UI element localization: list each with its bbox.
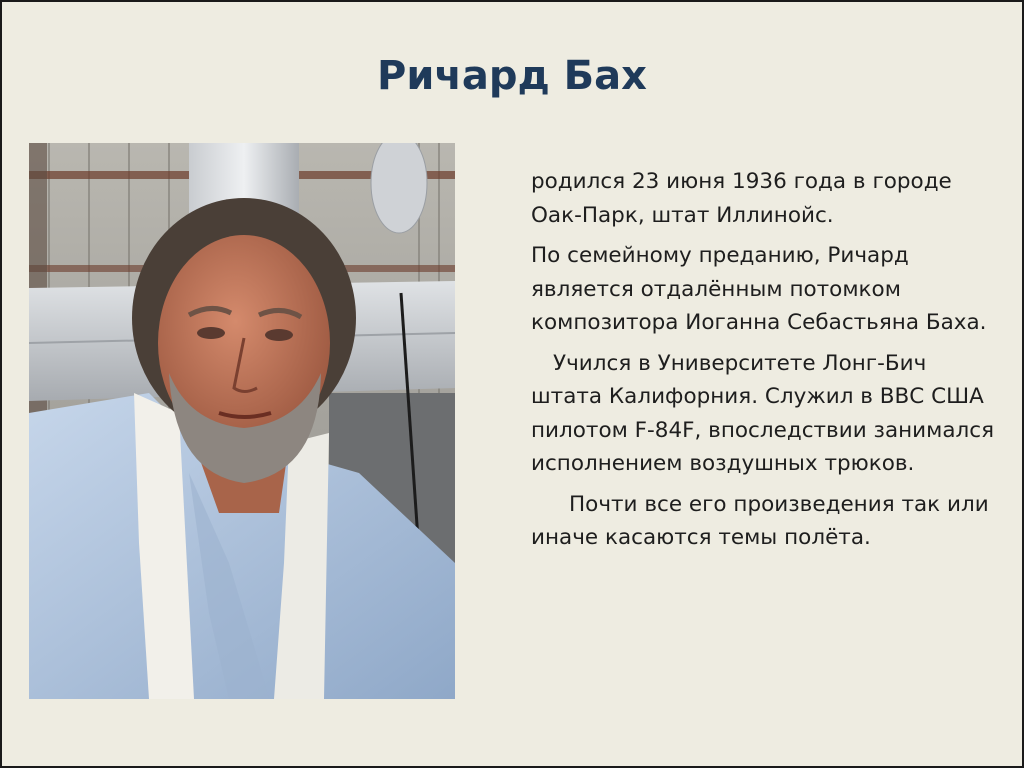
slide-title: Ричард Бах <box>377 53 647 99</box>
biography-paragraph-ancestry: По семейному преданию, Ричард является отдалённым потомком композитора Иоганна Себастьяна Баха. <box>531 243 987 335</box>
biography-paragraph-birth: родился 23 июня 1936 года в городе Оак-Парк, штат Иллинойс. <box>531 169 952 228</box>
portrait-photo <box>29 143 455 699</box>
biography-paragraph-works: Почти все его произведения так или иначе касаются темы полёта. <box>531 491 989 550</box>
biography-paragraph-career: Учился в Университете Лонг-Бич штата Калифорния. Служил в ВВС США пилотом F-84F, впоследствии занимался исполнением воздушных трюков. <box>531 350 995 476</box>
slide <box>2 2 1022 766</box>
biography-text <box>531 165 1001 562</box>
